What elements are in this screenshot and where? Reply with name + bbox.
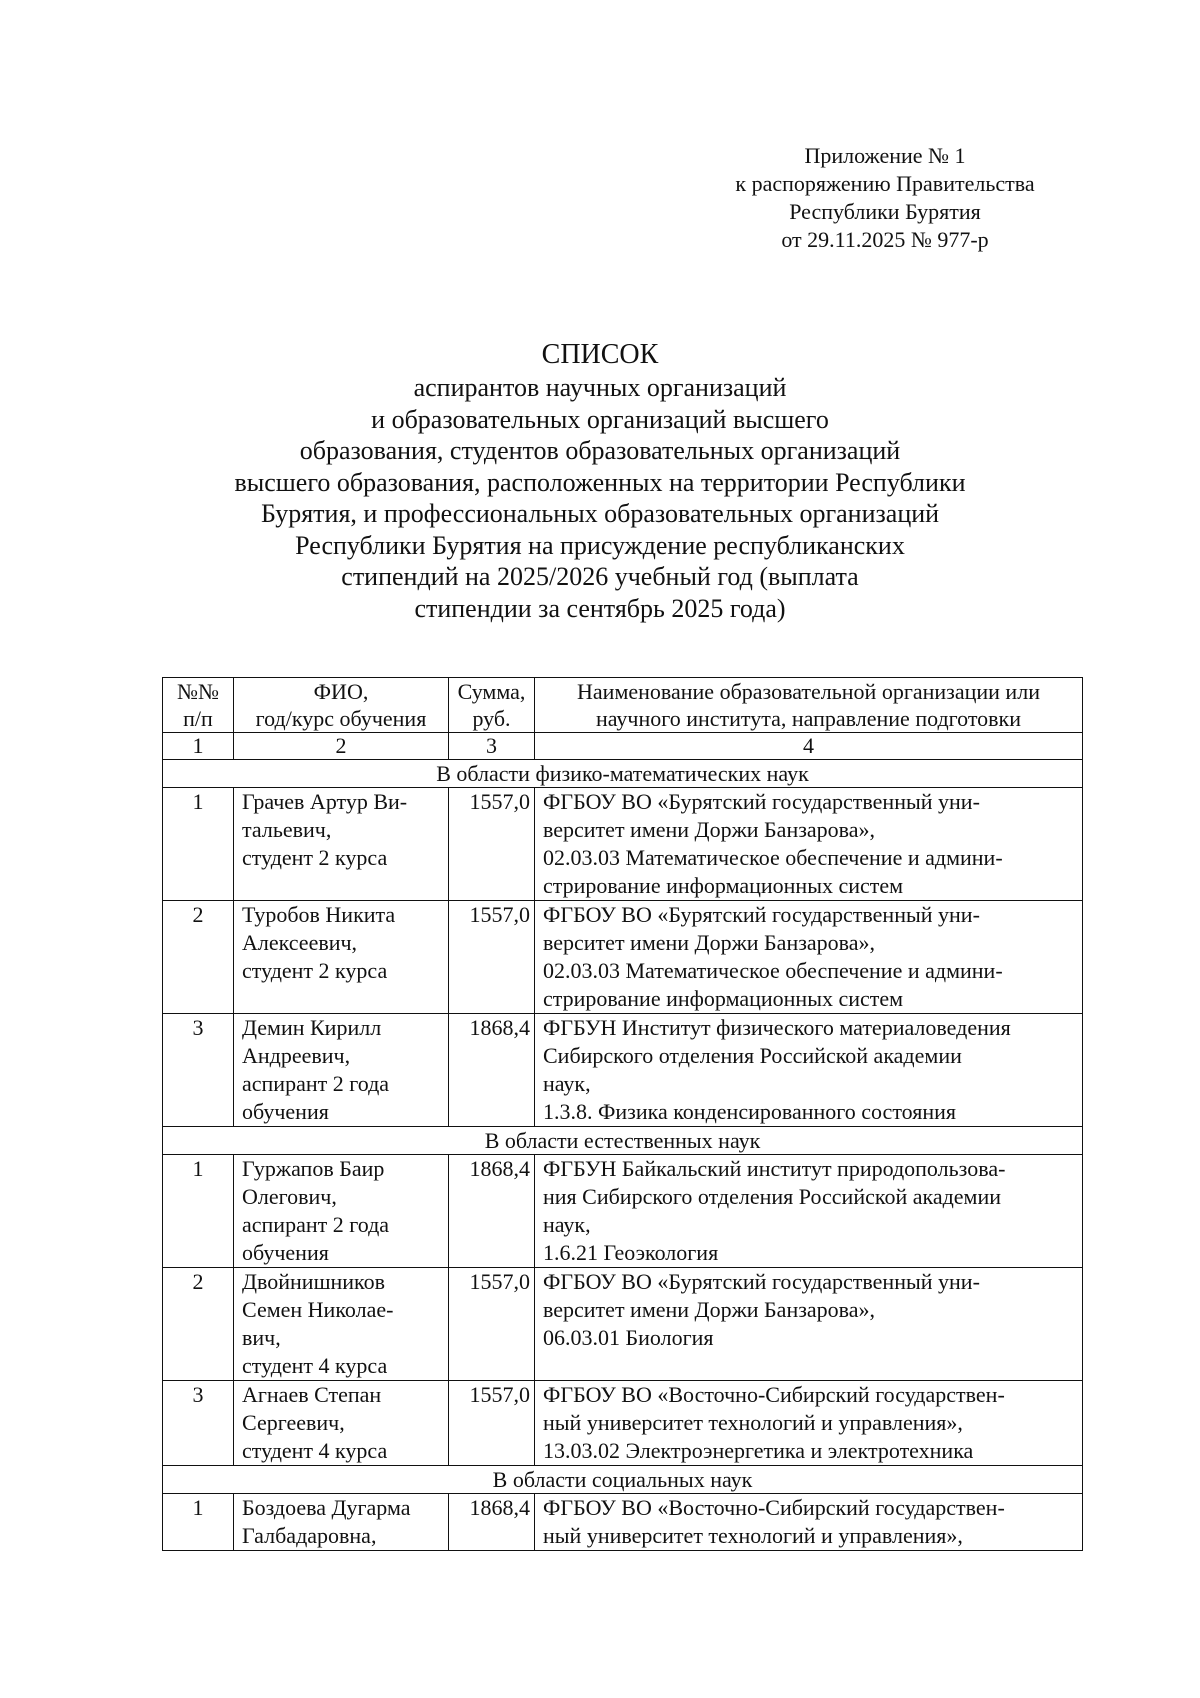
table-row: [163, 901, 1083, 1014]
student-name-line: студент 4 курса: [242, 1438, 388, 1463]
header-fio: [234, 678, 449, 733]
header-line: п/п: [183, 706, 213, 731]
student-name-cell: [234, 901, 449, 1014]
student-name-line: Боздоева Дугарма: [242, 1495, 411, 1520]
row-number: 2: [163, 901, 234, 1014]
appendix-line: Республики Бурятия: [789, 199, 981, 224]
row-number: 3: [163, 1381, 234, 1466]
table-row: [163, 1155, 1083, 1268]
student-name-line: обучения: [242, 1099, 329, 1124]
appendix-line: Приложение № 1: [804, 143, 966, 168]
student-name-line: Алексеевич,: [242, 930, 358, 955]
section-row: [163, 1127, 1083, 1155]
organization-line: наук,: [543, 1071, 591, 1096]
organization-line: ФГБУН Байкальский институт природопользова-: [543, 1156, 1006, 1181]
table-body: [163, 678, 1083, 1551]
appendix-line: от 29.11.2025 № 977-р: [781, 227, 989, 252]
title-line: образования, студентов образовательных организаций: [299, 436, 901, 465]
header-line: Сумма,: [457, 679, 526, 704]
header-line: научного института, направление подготовки: [595, 706, 1022, 731]
organization-line: верситет имени Доржи Банзарова»,: [543, 930, 876, 955]
organization-line: 06.03.01 Биология: [543, 1325, 714, 1350]
scholarship-amount: 1557,0: [449, 1381, 535, 1466]
organization-line: стрирование информационных систем: [543, 873, 904, 898]
organization-line: ФГБОУ ВО «Бурятский государственный уни-: [543, 902, 980, 927]
student-name-line: Сергеевич,: [242, 1410, 345, 1435]
student-name-cell: [234, 788, 449, 901]
header-line: ФИО,: [313, 679, 369, 704]
header-line: Наименование образовательной организации или: [577, 679, 1040, 704]
student-name-line: вич,: [242, 1325, 281, 1350]
student-name-line: тальевич,: [242, 817, 332, 842]
student-name-line: аспирант 2 года: [242, 1212, 390, 1237]
organization-line: ный университет технологий и управления»,: [543, 1523, 963, 1548]
header-line: руб.: [472, 706, 511, 731]
section-row: [163, 760, 1083, 788]
row-number: 3: [163, 1014, 234, 1127]
organization-line: наук,: [543, 1212, 591, 1237]
organization-line: 02.03.03 Математическое обеспечение и админи-: [543, 845, 1003, 870]
header-org: [535, 678, 1083, 733]
student-name-line: Двойнишников: [242, 1269, 386, 1294]
appendix-line: к распоряжению Правительства: [735, 171, 1035, 196]
student-name-line: обучения: [242, 1240, 329, 1265]
scholarship-amount: 1868,4: [449, 1155, 535, 1268]
column-number-row: [163, 733, 1083, 760]
organization-cell: [535, 1381, 1083, 1466]
student-name-line: аспирант 2 года: [242, 1071, 390, 1096]
title-line: стипендий на 2025/2026 учебный год (выплата: [341, 562, 859, 591]
student-name-line: студент 2 курса: [242, 958, 388, 983]
student-name-cell: [234, 1494, 449, 1551]
organization-line: 1.6.21 Геоэкология: [543, 1240, 719, 1265]
scholarship-amount: 1557,0: [449, 1268, 535, 1381]
organization-line: 1.3.8. Физика конденсированного состояния: [543, 1099, 957, 1124]
scholarship-table: [162, 677, 1083, 1551]
column-number: 1: [163, 733, 234, 760]
organization-line: ния Сибирского отделения Российской академии: [543, 1184, 1002, 1209]
column-number: 3: [449, 733, 535, 760]
column-number: 4: [535, 733, 1083, 760]
organization-cell: [535, 1268, 1083, 1381]
scholarship-amount: 1557,0: [449, 901, 535, 1014]
organization-cell: [535, 1155, 1083, 1268]
title-heading: СПИСОК: [541, 339, 659, 370]
section-title: В области физико-математических наук: [163, 760, 1083, 788]
organization-line: ФГБОУ ВО «Восточно-Сибирский государствен-: [543, 1382, 1005, 1407]
scholarship-amount: 1557,0: [449, 788, 535, 901]
column-number: 2: [234, 733, 449, 760]
row-number: 2: [163, 1268, 234, 1381]
title-line: и образовательных организаций высшего: [371, 404, 829, 434]
organization-line: Сибирского отделения Российской академии: [543, 1043, 962, 1068]
scholarship-amount: 1868,4: [449, 1494, 535, 1551]
student-name-cell: [234, 1155, 449, 1268]
organization-line: ФГБОУ ВО «Бурятский государственный уни-: [543, 1269, 980, 1294]
organization-line: 02.03.03 Математическое обеспечение и админи-: [543, 958, 1003, 983]
student-name-line: Гуржапов Баир: [242, 1156, 385, 1181]
title-line: стипендии за сентябрь 2025 года): [414, 593, 786, 623]
title-line: высшего образования, расположенных на территории Республики: [234, 467, 966, 497]
organization-line: верситет имени Доржи Банзарова»,: [543, 817, 876, 842]
student-name-line: Семен Николае-: [242, 1297, 394, 1322]
student-name-line: Андреевич,: [242, 1043, 351, 1068]
header-num: [163, 678, 234, 733]
organization-cell: [535, 1494, 1083, 1551]
organization-line: верситет имени Доржи Банзарова»,: [543, 1297, 876, 1322]
organization-line: ФГБУН Институт физического материаловедения: [543, 1015, 1011, 1040]
student-name-line: студент 2 курса: [242, 845, 388, 870]
organization-line: ФГБОУ ВО «Бурятский государственный уни-: [543, 789, 980, 814]
organization-line: стрирование информационных систем: [543, 986, 904, 1011]
row-number: 1: [163, 788, 234, 901]
student-name-line: Туробов Никита: [242, 902, 396, 927]
title-line: Республики Бурятия на присуждение республиканских: [295, 530, 905, 560]
student-name-line: Демин Кирилл: [242, 1015, 382, 1040]
table-row: [163, 1014, 1083, 1127]
title-line: Бурятия, и профессиональных образовательных организаций: [260, 499, 940, 528]
table-row: [163, 1381, 1083, 1466]
student-name-line: Олегович,: [242, 1184, 337, 1209]
scholarship-amount: 1868,4: [449, 1014, 535, 1127]
organization-line: ный университет технологий и управления»,: [543, 1410, 963, 1435]
document-title: [140, 338, 1060, 624]
header-line: №№: [177, 679, 219, 704]
organization-cell: [535, 901, 1083, 1014]
title-line: аспирантов научных организаций: [413, 373, 787, 402]
student-name-cell: [234, 1014, 449, 1127]
student-name-line: студент 4 курса: [242, 1353, 388, 1378]
row-number: 1: [163, 1155, 234, 1268]
section-title: В области естественных наук: [163, 1127, 1083, 1155]
student-name-cell: [234, 1381, 449, 1466]
student-name-line: Галбадаровна,: [242, 1523, 377, 1548]
table-header-row: [163, 678, 1083, 733]
organization-line: ФГБОУ ВО «Восточно-Сибирский государствен-: [543, 1495, 1005, 1520]
organization-cell: [535, 1014, 1083, 1127]
student-name-line: Агнаев Степан: [242, 1382, 382, 1407]
organization-line: 13.03.02 Электроэнергетика и электротехника: [543, 1438, 974, 1463]
table-row: [163, 788, 1083, 901]
row-number: 1: [163, 1494, 234, 1551]
student-name-line: Грачев Артур Ви-: [242, 789, 408, 814]
section-title: В области социальных наук: [163, 1466, 1083, 1494]
table-row: [163, 1268, 1083, 1381]
appendix-block: [670, 142, 1100, 254]
table-row: [163, 1494, 1083, 1551]
header-line: год/курс обучения: [255, 706, 427, 731]
student-name-cell: [234, 1268, 449, 1381]
header-sum: [449, 678, 535, 733]
organization-cell: [535, 788, 1083, 901]
section-row: [163, 1466, 1083, 1494]
